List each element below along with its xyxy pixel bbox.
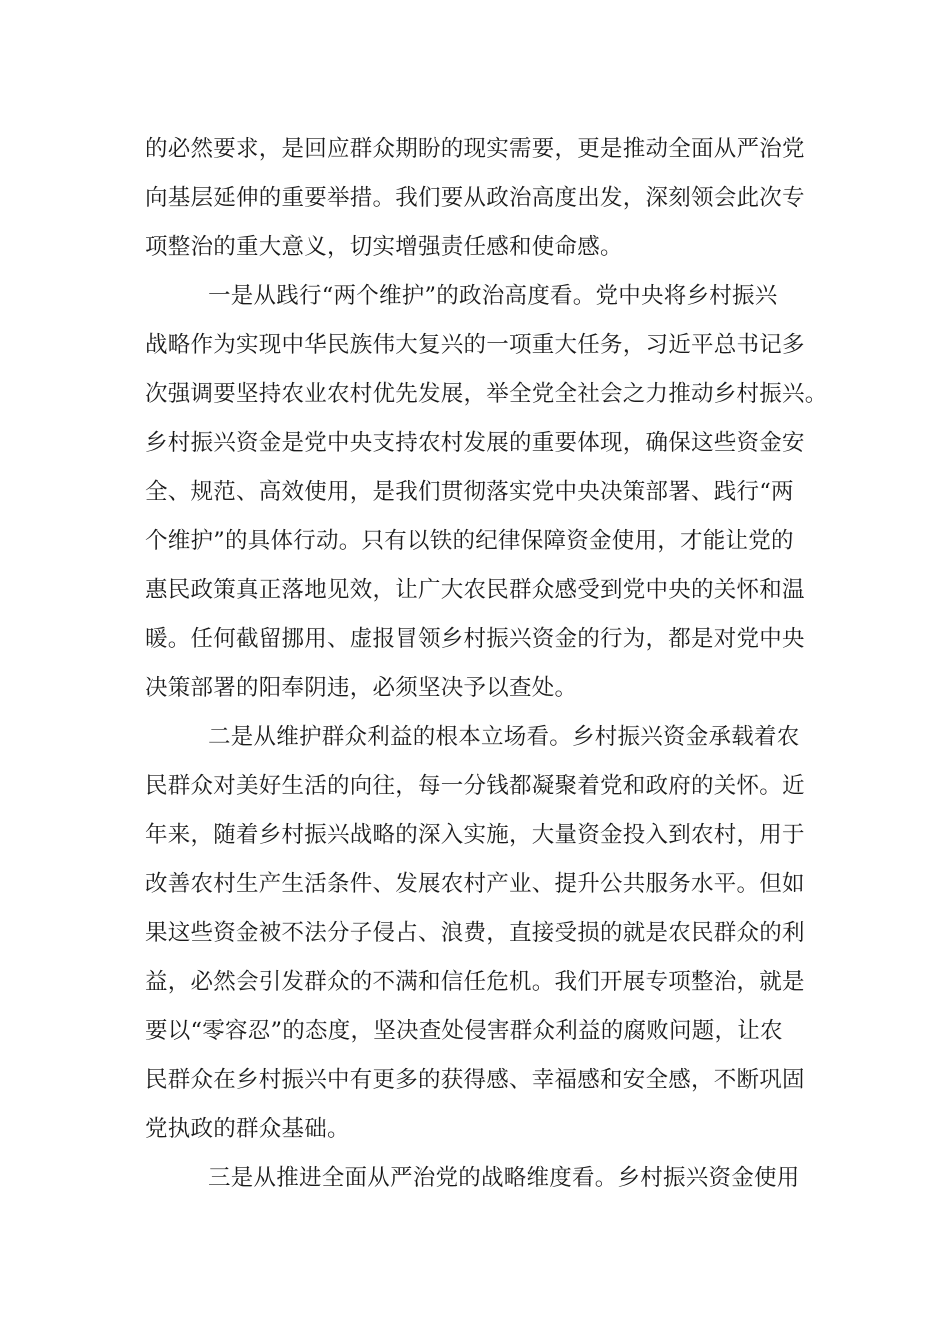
text-line-14: 民群众对美好生活的向往，每一分钱都凝聚着党和政府的关怀。近	[145, 773, 805, 799]
text-line-9: 个维护”的具体行动。只有以铁的纪律保障资金使用，才能让党的	[145, 528, 794, 554]
text-line-12: 决策部署的阳奉阴违，必须坚决予以查处。	[145, 675, 578, 701]
paragraph-3-first-line: 三是从推进全面从严治党的战略维度看。乡村振兴资金使用	[208, 1165, 800, 1191]
text-line-8: 全、规范、高效使用，是我们贯彻落实党中央决策部署、践行“两	[145, 479, 794, 505]
text-line-7: 乡村振兴资金是党中央支持农村发展的重要体现，确保这些资金安	[145, 430, 805, 456]
text-line-18: 益，必然会引发群众的不满和信任危机。我们开展专项整治，就是	[145, 969, 805, 995]
text-line-1: 的必然要求，是回应群众期盼的现实需要，更是推动全面从严治党	[145, 136, 805, 162]
text-line-19: 要以“零容忍”的态度，坚决查处侵害群众利益的腐败问题，让农	[145, 1018, 783, 1044]
text-line-5: 战略作为实现中华民族伟大复兴的一项重大任务，习近平总书记多	[145, 332, 805, 358]
text-line-15: 年来，随着乡村振兴战略的深入实施，大量资金投入到农村，用于	[145, 822, 805, 848]
text-line-2: 向基层延伸的重要举措。我们要从政治高度出发，深刻领会此次专	[145, 185, 805, 211]
text-line-16: 改善农村生产生活条件、发展农村产业、提升公共服务水平。但如	[145, 871, 805, 897]
text-line-20: 民群众在乡村振兴中有更多的获得感、幸福感和安全感，不断巩固	[145, 1067, 805, 1093]
text-line-21: 党执政的群众基础。	[145, 1116, 350, 1142]
paragraph-2-first-line: 二是从维护群众利益的根本立场看。乡村振兴资金承载着农	[208, 724, 800, 750]
paragraph-1-first-line: 一是从践行“两个维护”的政治高度看。党中央将乡村振兴	[208, 283, 778, 309]
text-line-6: 次强调要坚持农业农村优先发展，举全党全社会之力推动乡村振兴。	[145, 381, 828, 407]
text-line-3: 项整治的重大意义，切实增强责任感和使命感。	[145, 234, 623, 260]
text-line-17: 果这些资金被不法分子侵占、浪费，直接受损的就是农民群众的利	[145, 920, 805, 946]
text-line-11: 暖。任何截留挪用、虚报冒领乡村振兴资金的行为，都是对党中央	[145, 626, 805, 652]
text-line-10: 惠民政策真正落地见效，让广大农民群众感受到党中央的关怀和温	[145, 577, 805, 603]
